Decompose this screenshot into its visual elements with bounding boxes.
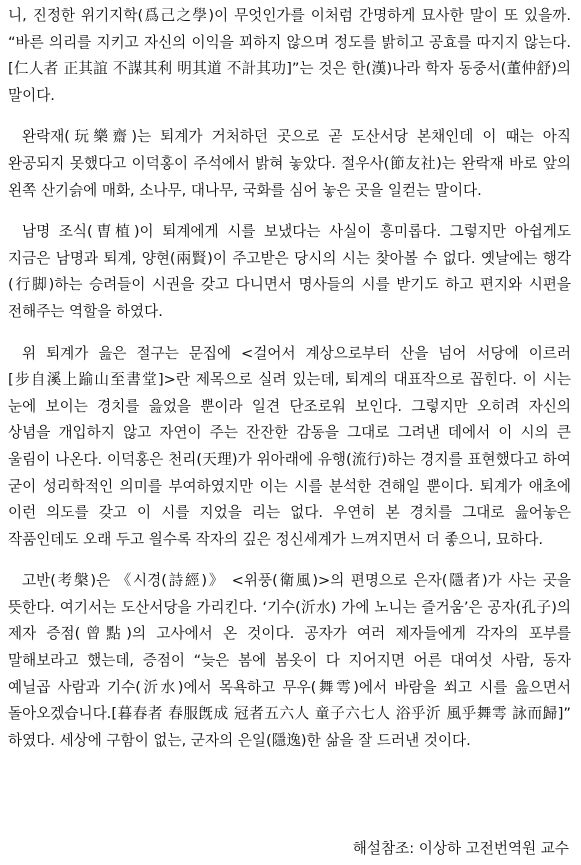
paragraph-poem-commentary: 위 퇴계가 읊은 절구는 문집에 <걸어서 계상으로부터 산을 넘어 서당에 이르러[步自溪上踰山至書堂]>란 제목으로 실려 있는데, 퇴계의 대표작으로 꼽힌다. 이 시는 눈에 보이는 경치를 읊었을 뿐이라 일견 단조로워 보인다. 그렇지만 오히려 자신의 상념을 개입하지 않고 자연이 주는 잔잔한 감동을 그대로 그려낸 데에서 이 시의 큰 울림이 나온다. 이덕홍은 천리(天理)가 위아래에 유행(流行)하는 경지를 표현했다고 하여 굳이 성리학적인 의미를 부여하였지만 이는 시를 분석한 견해일 뿐이다. 퇴계가 애초에 이런 의도를 갖고 이 시를 지었을 리는 없다. 우연히 본 경치를 그대로 읊어놓은 작품인데도 오래 두고 읠수록 작자의 깊은 정신세계가 느껴지면서 더 좋으니, 묘하다. bbox=[8, 344, 571, 548]
paragraph-wanrakjae: 완락재(玩樂齋)는 퇴계가 거처하던 곳으로 곧 도산서당 본채인데 이 때는 아직 완공되지 못했다고 이덕홍이 주석에서 밝혀 놓았다. 절우사(節友社)는 완락재 바로 앞의 왼쪽 산기슭에 매화, 소나무, 대나무, 국화를 심어 놓은 곳을 일컫는 말이다. bbox=[8, 128, 571, 199]
paragraph-nammyeong: 남명 조식(曺植)이 퇴계에게 시를 보냈다는 사실이 흥미롭다. 그렇지만 아쉽게도 지금은 남명과 퇴계, 양현(兩賢)이 주고받은 당시의 시는 찾아볼 수 없다. 옛날에는 행각(行脚)하는 승려들이 시권을 갖고 다니면서 명사들의 시를 받기도 하고 편지와 시편을 전해주는 역할을 하였다. bbox=[8, 223, 571, 320]
paragraph-gap bbox=[8, 553, 571, 568]
paragraph-continuation: 니, 진정한 위기지학(爲己之學)이 무엇인가를 이처럼 간명하게 묘사한 말이 또 있을까. “바른 의리를 지키고 자신의 이익을 꾀하지 않으며 정도를 밝히고 공효를 따지지 않는다.[仁人者 正其誼 不謀其利 明其道 不計其功]”는 것은 한(漢)나라 학자 동중서(董仲舒)의 말이다. bbox=[8, 7, 571, 104]
paragraph-gap bbox=[8, 326, 571, 341]
credit-line: 해설참조: 이상하 고전번역원 교수 bbox=[352, 840, 569, 857]
paragraph-goban: 고반(考槃)은 《시경(詩經)》 <위풍(衛風)>의 편명으로 은자(隱者)가 사는 곳을 뜻한다. 여기서는 도산서당을 가리킨다. ‘기수(沂水) 가에 노니는 즐거움’은 공자(孔子)의 제자 증점(曾點)의 고사에서 온 것이다. 공자가 여러 제자들에게 각자의 포부를 말해보라고 했는데, 증점이 “늦은 봄에 봄옷이 다 지어지면 어른 대여섯 사람, 동자 예닐곱 사람과 기수(沂水)에서 목욕하고 무우(舞雩)에서 바람을 쐬고 시를 읊으면서 돌아오겠습니다.[暮春者 春服旣成 冠者五六人 童子六七人 浴乎沂 風乎舞雩 詠而歸]” 하였다. 세상에 구함이 없는, 군자의 은일(隱逸)한 삶을 잘 드러낸 것이다. bbox=[8, 572, 571, 749]
paragraph-gap bbox=[8, 109, 571, 124]
paragraph-gap bbox=[8, 204, 571, 219]
